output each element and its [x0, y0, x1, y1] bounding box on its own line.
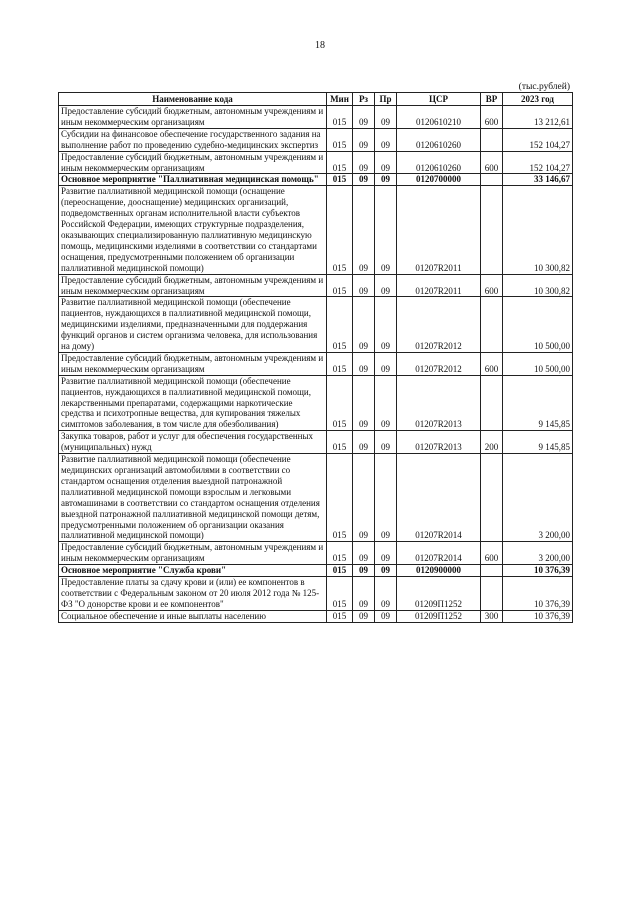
- cell-name: Развитие паллиативной медицинской помощи (оснащение (переоснащение, дооснащение) медицинских организаций, подведомственных органам исполнительной власти субъектов Российской Федерации, имеющих структурные подразделения, оказывающих специализированную паллиативную медицинскую помощь, медицинскими изделиями в соответствии со стандартами оснащения, предусмотренными положением об организации паллиативной медицинской помощи): [59, 186, 327, 274]
- cell-name: Предоставление субсидий бюджетным, автономным учреждениям и иным некоммерческим организациям: [59, 274, 327, 297]
- cell-csr: 0120610210: [397, 106, 481, 129]
- table-row: [59, 297, 573, 353]
- cell-pr: 09: [375, 454, 397, 542]
- cell-csr: 01207R2013: [397, 375, 481, 431]
- cell-rz: 09: [353, 431, 375, 454]
- cell-csr: 01207R2014: [397, 454, 481, 542]
- cell-min: 015: [327, 128, 353, 151]
- cell-pr: 09: [375, 297, 397, 353]
- cell-amount: 3 200,00: [503, 542, 573, 565]
- cell-amount: 13 212,61: [503, 106, 573, 129]
- cell-vr: [481, 174, 503, 186]
- cell-csr: 01207R2011: [397, 186, 481, 274]
- cell-min: 015: [327, 431, 353, 454]
- cell-pr: 09: [375, 577, 397, 611]
- cell-amount: 10 376,39: [503, 610, 573, 622]
- cell-rz: 09: [353, 297, 375, 353]
- cell-rz: 09: [353, 106, 375, 129]
- cell-min: 015: [327, 186, 353, 274]
- cell-rz: 09: [353, 610, 375, 622]
- table-row: [59, 454, 573, 542]
- cell-vr: [481, 297, 503, 353]
- cell-name: Социальное обеспечение и иные выплаты населению: [59, 610, 327, 622]
- cell-name: Предоставление субсидий бюджетным, автономным учреждениям и иным некоммерческим организациям: [59, 151, 327, 174]
- cell-vr: 600: [481, 542, 503, 565]
- table-row: [59, 186, 573, 274]
- cell-amount: 10 376,39: [503, 565, 573, 577]
- cell-vr: 600: [481, 274, 503, 297]
- cell-name: Развитие паллиативной медицинской помощи (обеспечение медицинских организаций автомобилями в соответствии со стандартом оснащения отделения выездной патронажной паллиативной медицинской помощи взрослым и легковыми автомашинами в соответствии со стандартом оснащения отделения выездной патронажной паллиативной медицинской помощи детям, предусмотренными положением об организации оказания паллиативной медицинской помощи): [59, 454, 327, 542]
- cell-rz: 09: [353, 274, 375, 297]
- cell-csr: 01207R2012: [397, 352, 481, 375]
- cell-name: Предоставление субсидий бюджетным, автономным учреждениям и иным некоммерческим организациям: [59, 106, 327, 129]
- cell-vr: 200: [481, 431, 503, 454]
- cell-min: 015: [327, 565, 353, 577]
- cell-rz: 09: [353, 352, 375, 375]
- cell-min: 015: [327, 352, 353, 375]
- cell-min: 015: [327, 106, 353, 129]
- cell-name: Развитие паллиативной медицинской помощи (обеспечение пациентов, нуждающихся в паллиативной медицинской помощи, медицинскими изделиями, предназначенными для поддержания функций органов и систем организма человека, для использования на дому): [59, 297, 327, 353]
- cell-vr: [481, 577, 503, 611]
- units-label: (тыс.рублей): [518, 82, 570, 92]
- cell-csr: 01207R2014: [397, 542, 481, 565]
- cell-csr: 01207R2013: [397, 431, 481, 454]
- cell-amount: 152 104,27: [503, 128, 573, 151]
- cell-amount: 10 300,82: [503, 186, 573, 274]
- cell-rz: 09: [353, 151, 375, 174]
- cell-min: 015: [327, 610, 353, 622]
- cell-name: Предоставление субсидий бюджетным, автономным учреждениям и иным некоммерческим организациям: [59, 352, 327, 375]
- cell-csr: 01207R2012: [397, 297, 481, 353]
- cell-rz: 09: [353, 128, 375, 151]
- cell-pr: 09: [375, 610, 397, 622]
- cell-amount: 9 145,85: [503, 375, 573, 431]
- cell-rz: 09: [353, 375, 375, 431]
- cell-pr: 09: [375, 186, 397, 274]
- cell-rz: 09: [353, 565, 375, 577]
- cell-pr: 09: [375, 274, 397, 297]
- table-row: [59, 565, 573, 577]
- table-row: [59, 610, 573, 622]
- header-rz: Рз: [353, 93, 375, 106]
- cell-pr: 09: [375, 431, 397, 454]
- cell-pr: 09: [375, 106, 397, 129]
- cell-pr: 09: [375, 375, 397, 431]
- cell-name: Закупка товаров, работ и услуг для обеспечения государственных (муниципальных) нужд: [59, 431, 327, 454]
- cell-amount: 33 146,67: [503, 174, 573, 186]
- table-row: [59, 352, 573, 375]
- cell-vr: [481, 128, 503, 151]
- table-row: [59, 128, 573, 151]
- cell-csr: 0120700000: [397, 174, 481, 186]
- cell-amount: 152 104,27: [503, 151, 573, 174]
- cell-csr: 0120610260: [397, 151, 481, 174]
- cell-vr: 600: [481, 106, 503, 129]
- header-year: 2023 год: [503, 93, 573, 106]
- table-row: [59, 274, 573, 297]
- table-row: [59, 174, 573, 186]
- cell-amount: 3 200,00: [503, 454, 573, 542]
- cell-csr: 01209П1252: [397, 610, 481, 622]
- cell-amount: 10 500,00: [503, 352, 573, 375]
- cell-min: 015: [327, 174, 353, 186]
- cell-min: 015: [327, 577, 353, 611]
- cell-min: 015: [327, 297, 353, 353]
- cell-vr: 300: [481, 610, 503, 622]
- cell-rz: 09: [353, 577, 375, 611]
- header-name: Наименование кода: [59, 93, 327, 106]
- header-vr: ВР: [481, 93, 503, 106]
- cell-vr: [481, 565, 503, 577]
- header-pr: Пр: [375, 93, 397, 106]
- cell-vr: [481, 186, 503, 274]
- cell-min: 015: [327, 542, 353, 565]
- table-header-row: [59, 93, 573, 106]
- cell-csr: 0120610260: [397, 128, 481, 151]
- header-csr: ЦСР: [397, 93, 481, 106]
- table-row: [59, 431, 573, 454]
- table-row: [59, 375, 573, 431]
- cell-pr: 09: [375, 565, 397, 577]
- table-row: [59, 577, 573, 611]
- cell-name: Предоставление субсидий бюджетным, автономным учреждениям и иным некоммерческим организациям: [59, 542, 327, 565]
- cell-csr: 01209П1252: [397, 577, 481, 611]
- cell-name: Развитие паллиативной медицинской помощи (обеспечение пациентов, нуждающихся в паллиативной медицинской помощи, лекарственными препаратами, содержащими наркотические средства и психотропные вещества, для купирования тяжелых симптомов заболевания, в том числе для обезболивания): [59, 375, 327, 431]
- header-min: Мин: [327, 93, 353, 106]
- table-row: [59, 151, 573, 174]
- cell-min: 015: [327, 375, 353, 431]
- cell-name: Основное мероприятие "Служба крови": [59, 565, 327, 577]
- cell-amount: 10 376,39: [503, 577, 573, 611]
- cell-rz: 09: [353, 174, 375, 186]
- cell-amount: 10 300,82: [503, 274, 573, 297]
- table-row: [59, 542, 573, 565]
- cell-amount: 10 500,00: [503, 297, 573, 353]
- cell-pr: 09: [375, 174, 397, 186]
- cell-min: 015: [327, 274, 353, 297]
- cell-rz: 09: [353, 454, 375, 542]
- cell-amount: 9 145,85: [503, 431, 573, 454]
- cell-pr: 09: [375, 542, 397, 565]
- cell-name: Субсидии на финансовое обеспечение государственного задания на выполнение работ по проведению судебно-медицинских экспертиз: [59, 128, 327, 151]
- cell-vr: 600: [481, 151, 503, 174]
- cell-name: Основное мероприятие "Паллиативная медицинская помощь": [59, 174, 327, 186]
- cell-csr: 01207R2011: [397, 274, 481, 297]
- cell-pr: 09: [375, 128, 397, 151]
- page-number: 18: [315, 40, 325, 51]
- budget-table: [58, 92, 573, 623]
- cell-pr: 09: [375, 151, 397, 174]
- cell-pr: 09: [375, 352, 397, 375]
- cell-name: Предоставление платы за сдачу крови и (или) ее компонентов в соответствии с Федеральным законом от 20 июля 2012 года № 125-ФЗ "О донорстве крови и ее компонентов": [59, 577, 327, 611]
- table-row: [59, 106, 573, 129]
- cell-vr: 600: [481, 352, 503, 375]
- cell-min: 015: [327, 151, 353, 174]
- cell-rz: 09: [353, 186, 375, 274]
- cell-csr: 0120900000: [397, 565, 481, 577]
- cell-vr: [481, 375, 503, 431]
- cell-rz: 09: [353, 542, 375, 565]
- cell-vr: [481, 454, 503, 542]
- cell-min: 015: [327, 454, 353, 542]
